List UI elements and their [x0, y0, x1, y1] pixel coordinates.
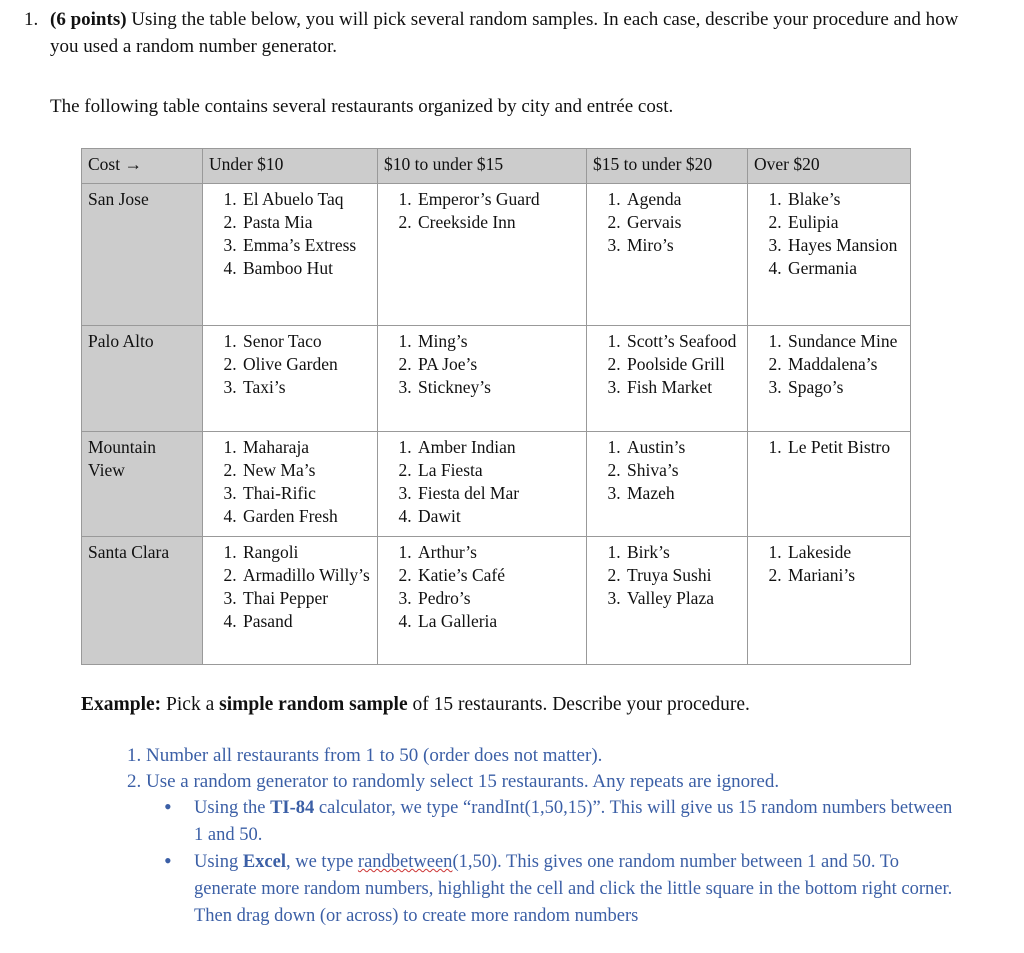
list-item: 3. Spago’s [786, 376, 904, 399]
list-item: 1. Agenda [625, 188, 741, 211]
restaurant-list [593, 436, 741, 505]
list-item: 2. Armadillo Willy’s [241, 564, 371, 587]
excel-mid: , we type [285, 852, 358, 872]
list-item: 1. Amber Indian [416, 436, 580, 459]
restaurant-list [754, 541, 904, 587]
price-cell [748, 184, 911, 326]
list-item: 1. Rangoli [241, 541, 371, 564]
step-1: 1. Number all restaurants from 1 to 50 (order does not matter). [146, 743, 972, 769]
header-cost: Cost → [82, 149, 203, 184]
price-cell [203, 184, 378, 326]
list-item: 3. Taxi’s [241, 376, 371, 399]
list-item: 2. Pasta Mia [241, 211, 371, 234]
bullet-ti84 [164, 795, 964, 849]
example-label: Example: [81, 694, 162, 715]
excel-pre: Using [194, 852, 243, 872]
price-cell [378, 537, 587, 665]
list-item: 1. Scott’s Seafood [625, 330, 741, 353]
city-cell: San Jose [82, 184, 203, 326]
list-item: 1. Senor Taco [241, 330, 371, 353]
restaurant-list [593, 541, 741, 610]
price-cell [748, 432, 911, 537]
price-cell [203, 326, 378, 432]
question-body: Using the table below, you will pick several random samples. In each case, describe your procedure and how you used a random number generator. [50, 9, 959, 57]
header-over-20: Over $20 [748, 149, 911, 184]
restaurant-list [593, 188, 741, 257]
list-item: 4. Pasand [241, 610, 371, 633]
price-cell [587, 184, 748, 326]
header-10-15: $10 to under $15 [378, 149, 587, 184]
question-number: 1. [24, 9, 39, 30]
excel-bold: Excel [242, 852, 286, 872]
list-item: 1. Birk’s [625, 541, 741, 564]
table-body [82, 184, 911, 665]
list-item: 3. Emma’s Extress [241, 234, 371, 257]
question-points: (6 points) [50, 9, 127, 30]
restaurant-list [384, 188, 580, 234]
price-cell [748, 326, 911, 432]
restaurant-list [209, 436, 371, 528]
list-item: 2. La Fiesta [416, 459, 580, 482]
list-item: 3. Stickney’s [416, 376, 580, 399]
list-item: 2. Olive Garden [241, 353, 371, 376]
list-item: 4. La Galleria [416, 610, 580, 633]
price-cell [378, 432, 587, 537]
list-item: 2. Poolside Grill [625, 353, 741, 376]
list-item: 3. Miro’s [625, 234, 741, 257]
list-item: 4. Germania [786, 257, 904, 280]
list-item: 2. Katie’s Café [416, 564, 580, 587]
table-row [82, 184, 911, 326]
ti84-pre: Using the [194, 798, 271, 818]
table-row [82, 326, 911, 432]
price-cell [203, 432, 378, 537]
bullet-dot-icon: • [164, 794, 172, 819]
list-item: 1. Emperor’s Guard [416, 188, 580, 211]
excel-func: randbetween [357, 852, 453, 872]
header-15-20: $15 to under $20 [587, 149, 748, 184]
restaurant-table [81, 148, 911, 665]
restaurant-list [209, 188, 371, 280]
list-item: 1. Ming’s [416, 330, 580, 353]
list-item: 3. Valley Plaza [625, 587, 741, 610]
table-row [82, 432, 911, 537]
bullet-excel [164, 849, 964, 930]
table-header-row [82, 149, 911, 184]
example-bold: simple random sample [219, 694, 408, 715]
restaurant-list [384, 541, 580, 633]
restaurant-list [384, 330, 580, 399]
ti84-bold: TI-84 [270, 798, 315, 818]
example-text-post: of 15 restaurants. Describe your procedure. [407, 694, 750, 715]
list-item: 3. Fiesta del Mar [416, 482, 580, 505]
answer-bullets [164, 795, 964, 930]
restaurant-list [593, 330, 741, 399]
restaurant-list [209, 541, 371, 633]
list-item: 1. Sundance Mine [786, 330, 904, 353]
list-item: 1. Lakeside [786, 541, 904, 564]
list-item: 3. Thai Pepper [241, 587, 371, 610]
example-text-pre: Pick a [161, 694, 220, 715]
list-item: 2. Mariani’s [786, 564, 904, 587]
table-row [82, 537, 911, 665]
bullet-dot-icon: • [164, 848, 172, 873]
list-item: 3. Thai-Rific [241, 482, 371, 505]
price-cell [203, 537, 378, 665]
list-item: 3. Hayes Mansion [786, 234, 904, 257]
list-item: 4. Bamboo Hut [241, 257, 371, 280]
price-cell [748, 537, 911, 665]
price-cell [587, 537, 748, 665]
price-cell [587, 326, 748, 432]
city-cell: Mountain View [82, 432, 203, 537]
restaurant-list [754, 436, 904, 459]
list-item: 4. Dawit [416, 505, 580, 528]
excel-post: (1,50). This gives one random number between 1 and 50. To generate more random numbers, highlight the cell and click the little square in the bottom right corner. Then drag down (or across) to create more random numbers [194, 852, 953, 926]
price-cell [378, 184, 587, 326]
price-cell [378, 326, 587, 432]
table-intro: The following table contains several restaurants organized by city and entrée cost. [50, 96, 674, 117]
list-item: 3. Fish Market [625, 376, 741, 399]
list-item: 1. Arthur’s [416, 541, 580, 564]
answer-steps [112, 743, 972, 795]
list-item: 1. Le Petit Bistro [786, 436, 904, 459]
list-item: 2. Truya Sushi [625, 564, 741, 587]
question-text [50, 6, 990, 60]
list-item: 4. Garden Fresh [241, 505, 371, 528]
restaurant-list [754, 188, 904, 280]
city-cell: Palo Alto [82, 326, 203, 432]
list-item: 1. Blake’s [786, 188, 904, 211]
restaurant-list [209, 330, 371, 399]
list-item: 2. Creekside Inn [416, 211, 580, 234]
price-cell [587, 432, 748, 537]
header-under-10: Under $10 [203, 149, 378, 184]
list-item: 1. El Abuelo Taq [241, 188, 371, 211]
step-2: 2. Use a random generator to randomly select 15 restaurants. Any repeats are ignored. [146, 769, 972, 795]
list-item: 2. Shiva’s [625, 459, 741, 482]
ti84-post: calculator, we type “randInt(1,50,15)”. This will give us 15 random numbers between 1 and 50. [194, 798, 953, 845]
list-item: 3. Mazeh [625, 482, 741, 505]
list-item: 1. Maharaja [241, 436, 371, 459]
list-item: 2. Eulipia [786, 211, 904, 234]
list-item: 2. PA Joe’s [416, 353, 580, 376]
list-item: 2. Maddalena’s [786, 353, 904, 376]
city-cell: Santa Clara [82, 537, 203, 665]
restaurant-list [754, 330, 904, 399]
example-prompt [81, 694, 750, 716]
list-item: 1. Austin’s [625, 436, 741, 459]
list-item: 2. Gervais [625, 211, 741, 234]
list-item: 2. New Ma’s [241, 459, 371, 482]
restaurant-list [384, 436, 580, 528]
list-item: 3. Pedro’s [416, 587, 580, 610]
